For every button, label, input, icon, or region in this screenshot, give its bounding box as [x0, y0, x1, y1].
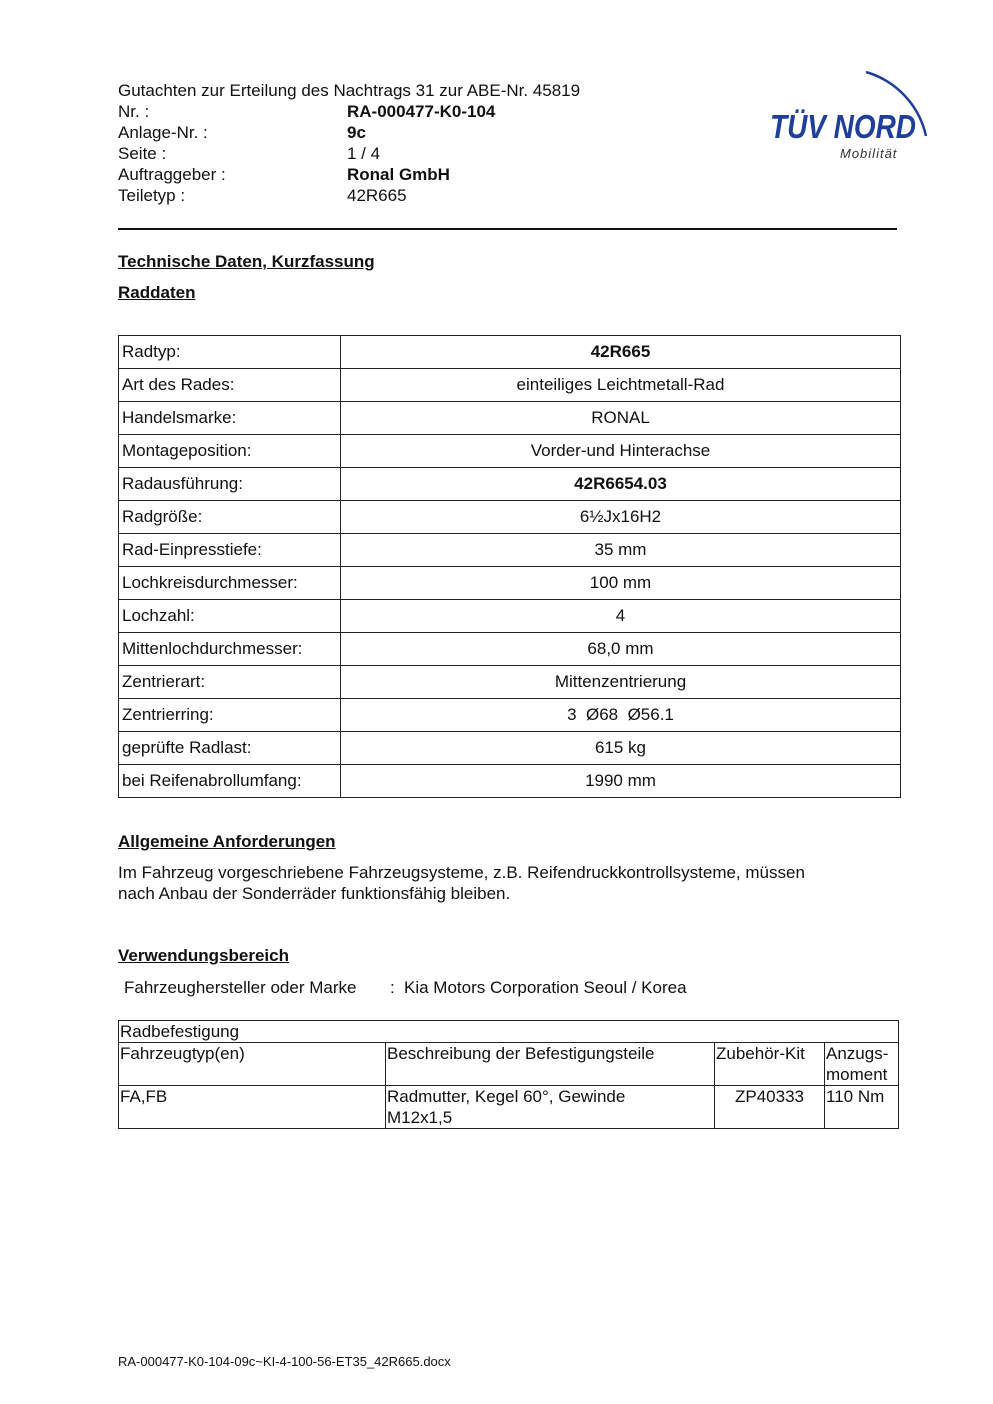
row-value: 4 — [341, 600, 901, 633]
row-label: Rad-Einpresstiefe: — [119, 534, 341, 567]
header-value: 42R665 — [347, 186, 407, 205]
header-label: Nr. : — [118, 102, 150, 121]
header-cell-types: Fahrzeugtyp(en) — [119, 1043, 386, 1086]
mounting-table — [118, 1020, 899, 1129]
section-title-anforderungen: Allgemeine Anforderungen — [118, 832, 336, 851]
header-cell-torque — [825, 1043, 899, 1086]
header-row-teiletyp — [118, 185, 638, 206]
header-row-nr — [118, 101, 638, 122]
row-label: Mittenlochdurchmesser: — [119, 633, 341, 666]
header-row-seite — [118, 143, 638, 164]
header-label: Auftraggeber : — [118, 165, 226, 184]
header-label: Seite : — [118, 144, 167, 163]
document-title: Gutachten zur Erteilung des Nachtrags 31 zur ABE-Nr. 45819 — [118, 81, 581, 100]
usage-value: Kia Motors Corporation Seoul / Korea — [404, 978, 687, 997]
row-label: Montageposition: — [119, 435, 341, 468]
header-cell-desc: Beschreibung der Befestigungsteile — [386, 1043, 715, 1086]
logo-brand: TÜV NORD — [770, 108, 916, 145]
header-cell-kit: Zubehör-Kit — [715, 1043, 825, 1086]
header-value: RA-000477-K0-104 — [347, 102, 496, 121]
table-row — [119, 402, 901, 435]
row-label: Handelsmarke: — [119, 402, 341, 435]
anforderungen-text — [118, 862, 878, 904]
header-value: 9c — [347, 123, 366, 142]
row-value: 100 mm — [341, 567, 901, 600]
row-value: Mittenzentrierung — [341, 666, 901, 699]
wheel-data-table — [118, 335, 901, 798]
header-row-anlage — [118, 122, 638, 143]
row-label: Radtyp: — [119, 336, 341, 369]
row-label: Zentrierart: — [119, 666, 341, 699]
anforderungen-line-1: Im Fahrzeug vorgeschriebene Fahrzeugsysteme, z.B. Reifendruckkontrollsysteme, müssen — [118, 863, 805, 882]
usage-label: Fahrzeughersteller oder Marke — [124, 978, 357, 997]
table-row — [119, 732, 901, 765]
table-row — [119, 435, 901, 468]
cell-kit: ZP40333 — [715, 1086, 825, 1129]
footer-filename: RA-000477-K0-104-09c~KI-4-100-56-ET35_42R665.docx — [118, 1354, 451, 1369]
row-value: 615 kg — [341, 732, 901, 765]
header-divider — [118, 228, 897, 230]
row-label: Zentrierring: — [119, 699, 341, 732]
table-row — [119, 567, 901, 600]
header-torque-line-2: moment — [826, 1065, 888, 1084]
row-value: 3 Ø68 Ø56.1 — [341, 699, 901, 732]
table-row — [119, 534, 901, 567]
cell-types: FA,FB — [119, 1086, 386, 1129]
tuv-nord-logo — [768, 60, 948, 170]
logo-graphic — [768, 60, 948, 170]
row-label: Radausführung: — [119, 468, 341, 501]
header-value: Ronal GmbH — [347, 165, 450, 184]
document-header — [118, 80, 638, 206]
row-label: Radgröße: — [119, 501, 341, 534]
row-value: RONAL — [341, 402, 901, 435]
header-label: Anlage-Nr. : — [118, 123, 208, 142]
table-row — [119, 600, 901, 633]
table-header-row — [119, 1043, 899, 1086]
table-row — [119, 336, 901, 369]
table-row — [119, 765, 901, 798]
table-row — [119, 468, 901, 501]
row-label: geprüfte Radlast: — [119, 732, 341, 765]
desc-line-2: M12x1,5 — [387, 1108, 453, 1127]
row-value: 1990 mm — [341, 765, 901, 798]
row-value: 42R665 — [341, 336, 901, 369]
table-row — [119, 369, 901, 402]
section-title-tech: Technische Daten, Kurzfassung — [118, 252, 375, 271]
header-row-auftraggeber — [118, 164, 638, 185]
table-caption-row — [119, 1021, 899, 1043]
row-value: 35 mm — [341, 534, 901, 567]
usage-line — [124, 978, 687, 998]
row-label: bei Reifenabrollumfang: — [119, 765, 341, 798]
row-label: Art des Rades: — [119, 369, 341, 402]
table-row — [119, 666, 901, 699]
row-value: 6½Jx16H2 — [341, 501, 901, 534]
header-torque-line-1: Anzugs- — [826, 1044, 889, 1063]
mounting-caption: Radbefestigung — [119, 1021, 899, 1043]
section-title-verwendung: Verwendungsbereich — [118, 946, 289, 965]
row-value: einteiliges Leichtmetall-Rad — [341, 369, 901, 402]
cell-desc — [386, 1086, 715, 1129]
row-value: 68,0 mm — [341, 633, 901, 666]
table-row — [119, 699, 901, 732]
usage-separator: : — [390, 978, 395, 997]
row-value: 42R6654.03 — [341, 468, 901, 501]
row-value: Vorder-und Hinterachse — [341, 435, 901, 468]
row-label: Lochkreisdurchmesser: — [119, 567, 341, 600]
desc-line-1: Radmutter, Kegel 60°, Gewinde — [387, 1087, 626, 1106]
header-value: 1 / 4 — [347, 144, 381, 163]
anforderungen-line-2: nach Anbau der Sonderräder funktionsfähig bleiben. — [118, 884, 511, 903]
table-row — [119, 1086, 899, 1129]
table-row — [119, 501, 901, 534]
header-label: Teiletyp : — [118, 186, 186, 205]
cell-torque: 110 Nm — [825, 1086, 899, 1129]
table-row — [119, 633, 901, 666]
logo-sub: Mobilität — [840, 146, 898, 161]
section-title-raddaten: Raddaten — [118, 283, 196, 302]
row-label: Lochzahl: — [119, 600, 341, 633]
